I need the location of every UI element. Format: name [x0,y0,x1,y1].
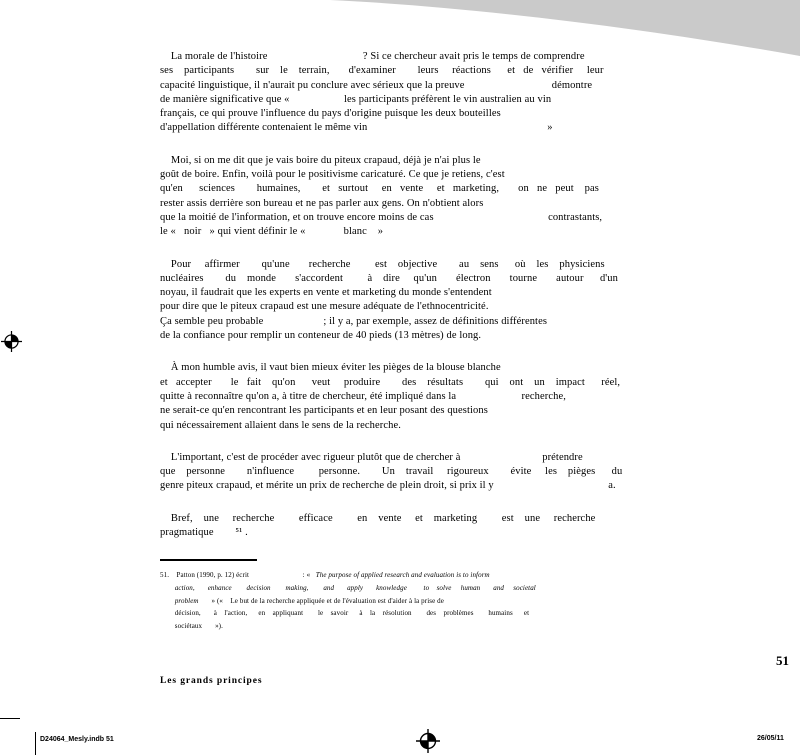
footnote-text-italic: action, enhance decision making, and apply knowledge to solve human and societal [174,583,536,592]
article [160,50,644,558]
footnote-text: » (« Le but de la recherche appliquée et de l'évaluation est d'aider à la prise de [198,596,444,605]
text-line: et accepter le fait qu'on veut produire des résultats qui ont un impact réel, [160,376,621,388]
running-footer: Les grands principes [160,676,263,686]
print-filename: D24064_Mesly.indb 51 [40,736,114,743]
footnote-text-italic: The purpose of applied research and evaluation is to inform [315,571,490,579]
page-corner-shade [330,0,800,56]
registration-mark-icon [1,331,22,352]
text-line: français, ce qui prouve l'influence du pays d'origine puisque les deux bouteilles [160,108,501,120]
footnote-text: décision, à l'action, en appliquant le savoir à la résolution des problèmes humains et [160,609,530,618]
text-line: qui nécessairement allaient dans le sens de la recherche. [160,419,401,431]
footnote-line [160,620,644,633]
footnote-text [160,597,175,605]
paragraph [160,258,644,344]
crop-mark-vertical [35,732,36,755]
text-line: Bref, une recherche efficace en vente et marketing est une recherche [160,512,596,524]
text-line: pour dire que le piteux crapaud est une mesure adéquate de l'ethnocentricité. [160,301,489,313]
footnote-lines [160,569,644,633]
text-line: le « noir » qui vient définir le « blanc » [160,226,384,238]
text-line: Moi, si on me dit que je vais boire du piteux crapaud, déjà je n'ai plus le [160,154,481,166]
footnote-line [160,582,644,595]
footnote-separator [160,559,257,561]
text-line: ses participants sur le terrain, d'examiner leurs réactions et de vérifier leur [160,65,604,77]
paragraph [160,361,644,432]
text-line: que personne n'influence personne. Un travail rigoureux évite les pièges du [160,466,623,478]
footnote-text: 51. Patton (1990, p. 12) écrit : « [160,571,316,579]
text-line: de manière significative que « les participants préfèrent le vin australien au vin [160,93,552,105]
text-line: qu'en sciences humaines, et surtout en vente et marketing, on ne peut pas [160,183,599,195]
text-line: La morale de l'histoire ? Si ce chercheur avait pris le temps de comprendre [160,51,585,62]
text-line: goût de boire. Enfin, voilà pour le positivisme caricaturé. Ce que je retiens, c'est [160,169,505,181]
paragraph [160,154,644,240]
text-line: Pour affirmer qu'une recherche est objective au sens où les physiciens [160,258,605,270]
print-date: 26/05/11 [757,735,784,742]
text-line: rester assis derrière son bureau et ne pas parler aux gens. On n'obtient alors [160,197,484,209]
text-line: quitte à reconnaître qu'on a, à titre de chercheur, été impliqué dans la recherche, [160,390,566,402]
text-line: que la moitié de l'information, et on trouve encore moins de cas contrastants, [160,211,603,223]
text-line: Ça semble peu probable ; il y a, par exemple, assez de définitions différentes [160,315,548,327]
text-line: nucléaires du monde s'accordent à dire qu'un électron tourne autour d'un [160,272,618,284]
text-line: noyau, il faudrait que les experts en vente et marketing du monde s'entendent [160,287,492,299]
footnote-text: sociétaux »). [160,622,223,631]
text-line: ne serait-ce qu'en rencontrant les participants et en leur posant des questions [160,405,488,417]
text-line: de la confiance pour remplir un conteneur de 40 pieds (13 mètres) de long. [160,330,482,342]
text-line: d'appellation différente contenaient le même vin » [160,122,553,134]
paragraph [160,512,644,541]
registration-mark-icon [416,729,440,753]
page-corner-shade-shape [330,0,800,56]
paragraph [160,50,644,136]
crop-mark-horizontal [0,718,20,719]
text-line: genre piteux crapaud, et mérite un prix de recherche de plein droit, si prix il y a. [160,480,616,492]
footnote-line [160,595,644,608]
paragraph [160,451,644,494]
footnote-line [160,607,644,620]
text-line: L'important, c'est de procéder avec rigueur plutôt que de chercher à prétendre [160,451,583,463]
footnote-text [160,584,175,592]
text-line: pragmatique ⁵¹ . [160,527,248,539]
footnote-text-italic: problem [174,596,199,605]
text-line: capacité linguistique, il n'aurait pu conclure avec sérieux que la preuve démontre [160,79,593,91]
footnote-line [160,569,644,582]
text-line: À mon humble avis, il vaut bien mieux éviter les pièges de la blouse blanche [160,362,501,374]
page-number: 51 [776,653,789,668]
